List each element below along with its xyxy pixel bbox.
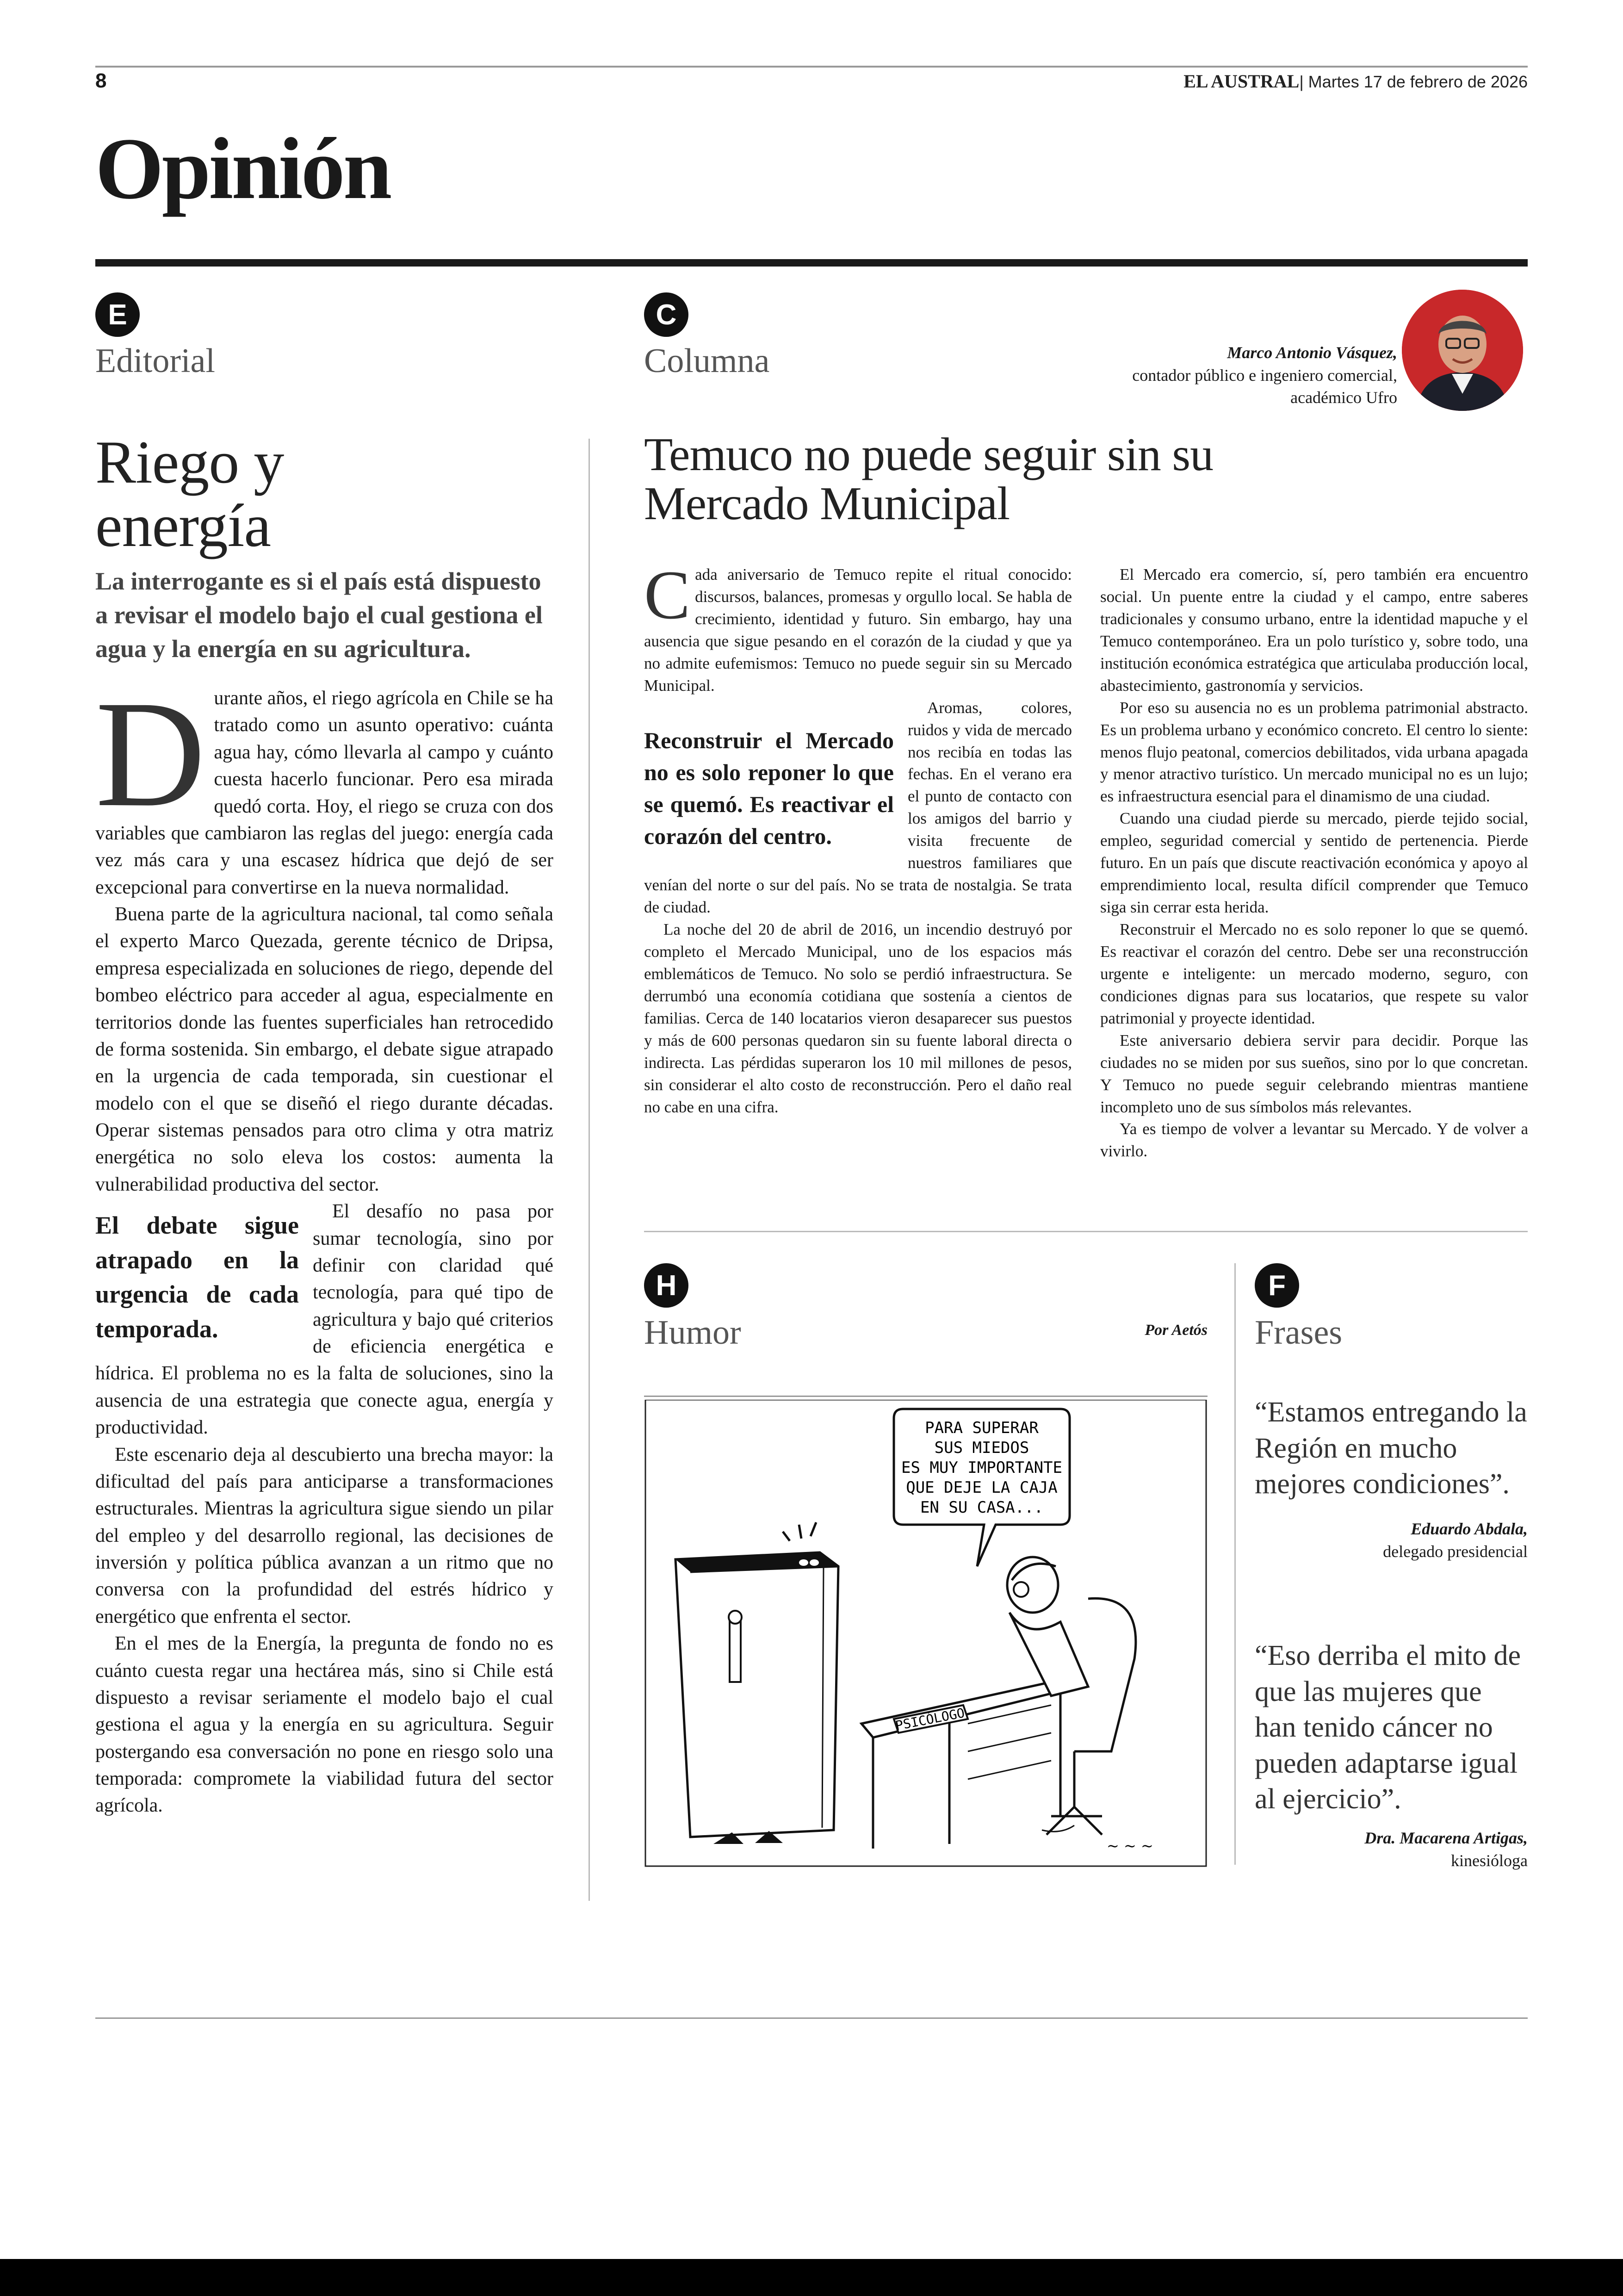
column-body-left: Cada aniversario de Temuco repite el ritual conocido: discursos, balances, promesas y orgullo local. Se habla de crecimiento, identidad y futuro. Sin embargo, hay una ausencia que sigue pesando en el corazón de la ciudad y que ya no admite eufemismos: Temuco no puede seguir sin su Mercado Municipal. Reconstruir el Mercado no es solo reponer lo que se quemó. Es reactivar el corazón del centro. Aromas, colores, ruidos y vida de mercado nos recibía en todas las fechas. En el verano era el punto de contacto con los amigos del barrio y visita frecuente de nuestros familiares que venían del norte o sur del país. No se trata de nostalgia. Se trata de ciudad. La noche del 20 de abril de 2016, un incendio destruyó por completo el Mercado Municipal, uno de los espacios más emblemáticos de Temuco. No solo se perdió infraestructura. Se derrumbó una economía cotidiana que sostenía a cientos de familias. Cerca de 140 locatarios vieron desaparecer sus puestos y más de 600 personas quedaron sin su fuente laboral directa o indirecta. Las pérdidas superaron los 10 mil millones de pesos, sin considerar el alto costo de reconstrucción. Pero el daño real no cabe en una cifra. [644,557,1072,1116]
newspaper-name: EL AUSTRAL [1183,71,1300,92]
issue-date: | Martes 17 de febrero de 2026 [1299,72,1528,91]
speech-line-5: EN SU CASA... [920,1498,1044,1517]
author-avatar [1402,290,1523,411]
humor-rule [644,1396,1208,1397]
column-body-right: El Mercado era comercio, sí, pero también era encuentro social. Un puente entre la ciudad y el campo, entre saberes tradicionales y consumo urbano, entre la identidad mapuche y el Temuco contemporáneo. Era un polo turístico y, sobre todo, una institución económica estratégica que articulaba producción local, abastecimiento, gastronomía y servicios. Por eso su ausencia no es un problema patrimonial abstracto. Es un problema urbano y económico concreto. El centro lo siente: menos flujo peatonal, comercios debilitados, vida urbana apagada y menor atractivo turístico. Un mercado municipal no es un lujo; es infraestructura esencial para el dinamismo de una ciudad. Cuando una ciudad pierde su mercado, pierde tejido social, empleo, seguridad comercial y sentido de pertenencia. Pierde futuro. En un país que discute reactivación económica y apoyo al emprendimiento local, resulta difícil comprender que Temuco siga sin cerrar esta herida. Reconstruir el Mercado no es solo reponer lo que se quemó. Es reactivar el corazón del centro. Debe ser una reconstrucción urgente e inteligente: un mercado moderno, seguro, con condiciones dignas para sus locatarios, que respete su valor patrimonial y proyecte identidad. Este aniversario debiera servir para decidir. Porque las ciudades no se miden por sus sueños, sino por lo que concretan. Y Temuco no puede seguir celebrando mientras mantiene incompleto uno de sus símbolos más relevantes. Ya es tiempo de volver a levantar su Mercado. Y de volver a vivirlo. [1100,565,1528,1160]
footer-band [0,2259,1623,2296]
humor-kicker: Humor [644,1314,741,1352]
frases-badge: F [1255,1263,1299,1308]
speech-line-3: ES MUY IMPORTANTE [901,1458,1062,1477]
speech-line-2: SUS MIEDOS [934,1439,1029,1457]
cartoonist-signature-icon: ~ ~ ~ [1107,1837,1153,1855]
desk-nameplate: PSICÓLOGO [894,1705,966,1734]
column-headline: Temuco no puede seguir sin su Mercado Municipal [644,428,1214,530]
editorial-body: Durante años, el riego agrícola en Chile se ha tratado como un asunto operativo: cuánta agua hay, cómo llevarla al campo y cuánto cuesta hacerlo funcionar. Pero esa mirada quedó corta. Hoy, el riego se cruza con dos variables que cambiaron las reglas del juego: energía cada vez más cara y una escasez hídrica que dejó de ser excepcional para convertirse en la nueva normalidad. Buena parte de la agricultura nacional, tal como señala el experto Marco Quezada, gerente técnico de Dripsa, empresa especializada en soluciones de riego, depende del bombeo eléctrico para acceder al agua, especialmente en territorios donde las fuentes superficiales han retrocedido de forma sostenida. Sin embargo, el debate sigue atrapado en la urgencia de cada temporada, sin cuestionar el modelo con el que se diseñó el riego durante décadas. Operar sistemas pensados para otro clima y otra matriz energética no solo eleva los costos: aumenta la vulnerabilidad productiva del sector. El debate sigue atrapado en la urgencia de cada temporada. El desafío no pasa por sumar tecnología, sino por definir con claridad qué tecnología, para qué tipo de agricultura y bajo qué criterios de eficiencia energética e hídrica. El problema no es la falta de soluciones, sino la ausencia de una estrategia que conecte agua, energía y productividad. Este escenario deja al descubierto una brecha mayor: la dificultad del país para anticiparse a transformaciones estructurales. Mientras la agricultura sigue siendo un pilar del empleo y del desarrollo regional, las decisiones de inversión y política pública avanzan a un ritmo que no conversa con la profundidad del estrés hídrico y energético que enfrenta el sector. En el mes de la Energía, la pregunta de fondo no es cuánto cuesta regar una hectárea más, sino si Chile está dispuesto a revisar seriamente el modelo bajo el cual gestiona el agua y la energía en su agricultura. Seguir postergando esa conversación no pone en riesgo solo una temporada: compromete la viabilidad futura del sector agrícola. [95,670,553,1817]
editorial-dropcap: D [95,670,206,838]
humor-credit: Por Aetós [1145,1322,1208,1339]
editorial-pullquote: El debate sigue atrapado en la urgencia de cada temporada. [95,1211,299,1343]
editorial-badge: E [95,292,140,337]
quote-1-attribution: Eduardo Abdala, delegado presidencial [1383,1520,1528,1561]
page-number: 8 [95,69,107,92]
masthead [1183,70,1528,92]
frases-divider [1234,1263,1236,1865]
column-dropcap: C [644,557,691,633]
column-author-byline: Marco Antonio Vásquez, contador público e ingeniero comercial, académico Ufro [1132,343,1397,407]
quote-1: “Estamos entregando la Región en mucho mejores condiciones”. [1255,1396,1527,1500]
editorial-standfirst: La interrogante es si el país está dispuesto a revisar el modelo bajo el cual gestiona el agua y la energía en su agricultura. [95,567,543,663]
column-pullquote: Reconstruir el Mercado no es solo reponer lo que se quemó. Es reactivar el corazón del centro. [644,727,894,849]
author-portrait-icon [1402,290,1523,411]
frases-kicker: Frases [1255,1314,1343,1352]
column-bottom-rule [644,1231,1528,1232]
page-bottom-rule [95,2017,1528,2019]
top-rule [95,66,1528,68]
humor-badge: H [644,1263,688,1308]
quote-2-attribution: Dra. Macarena Artigas, kinesióloga [1364,1829,1528,1870]
speech-line-1: PARA SUPERAR [925,1419,1039,1437]
column-kicker: Columna [644,342,770,380]
section-title: Opinión [95,120,390,217]
humor-cartoon [644,1400,1208,1867]
speech-line-4: QUE DEJE LA CAJA [906,1478,1058,1497]
author-name: Marco Antonio Vásquez, [1227,343,1397,362]
column-divider [588,439,590,1901]
section-rule [95,259,1528,267]
editorial-kicker: Editorial [95,342,215,380]
editorial-headline: Riego y energía [95,428,284,560]
column-badge: C [644,292,688,337]
quote-2: “Eso derriba el mito de que las mujeres que han tenido cáncer no pueden adaptarse igual al ejercicio”. [1255,1640,1521,1815]
